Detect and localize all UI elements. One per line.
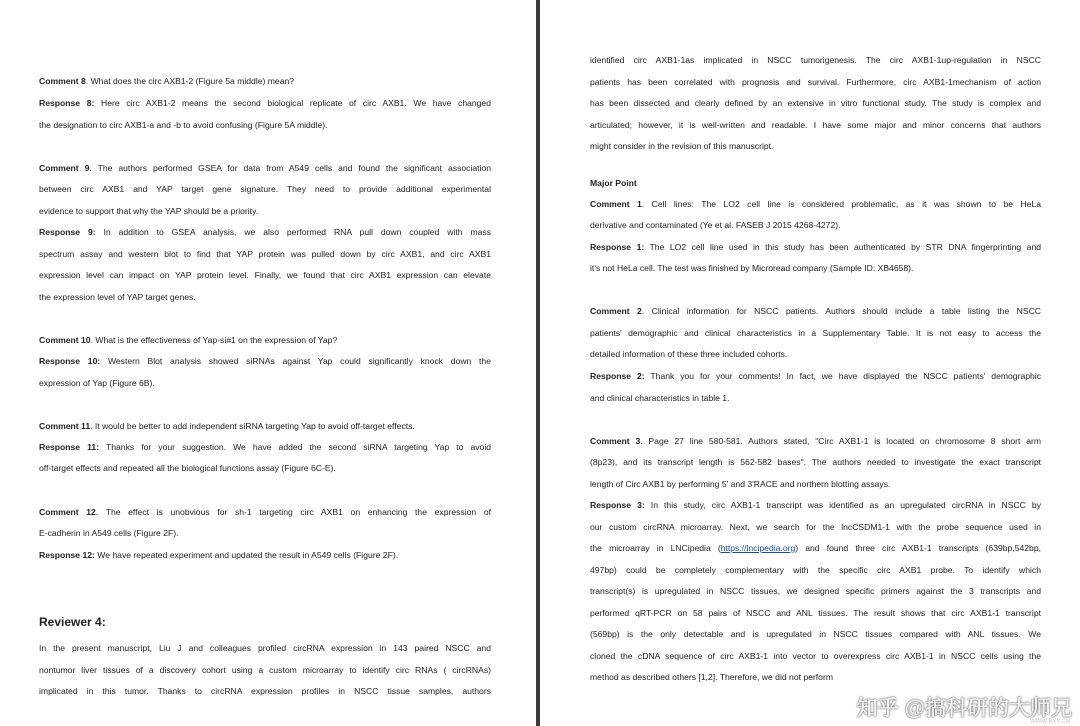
comment-9: Comment 9. The authors performed GSEA for data from A549 cells and found the significant association xyxy=(39,163,492,173)
text-line: implicated in this tumor. Thanks to circRNA expression profiles in NSCC tissue samples, authors xyxy=(39,686,491,696)
text-line: (8p23), and its transcript length is 562-582 bases". The authors needed to investigate the exact transcript xyxy=(590,457,1041,467)
text-line-with-link: the microarray in LNCipedia (https://lncipedia.org) and found three circ AXB1-1 transcripts (639bp,542bp, xyxy=(590,543,1041,553)
text-line: cloned the cDNA sequence of circ AXB1-1 into vector to overexpress circ AXB1-1 in NSCC cells using the xyxy=(590,651,1041,661)
text-line: method as described others [1,2]. Therefore, we did not perform xyxy=(590,672,833,682)
response-8: Response 8: Here circ AXB1-2 means the second biological replicate of circ AXB1. We have changed xyxy=(39,98,491,108)
response-3: Response 3: In this study, circ AXB1-1 transcript was identified as an upregulated circRNA in NSCC by xyxy=(590,500,1041,510)
comment-12: Comment 12. The effect is unobvious for sh-1 targeting circ AXB1 on enhancing the expression of xyxy=(39,507,491,517)
text-line: patients' demographic and clinical characteristics in a Supplementary Table. It is not easy to access the xyxy=(590,328,1041,338)
text-line: derivative and contaminated (Ye et al. FASEB J 2015 4268-4272). xyxy=(590,220,841,230)
left-page xyxy=(0,0,536,726)
text-line: our custom circRNA microarray. Next, we search for the lncCSDM1-1 with the probe sequence used in xyxy=(590,522,1041,532)
text-line: expression level can impact on YAP protein level. Finally, we found that circ AXB1 expression can elevate xyxy=(39,270,491,280)
response-10: Response 10: Western Blot analysis showed siRNAs against Yap could significantly knock down the xyxy=(39,356,491,366)
text-line: and clinical characteristics in table 1. xyxy=(590,393,730,403)
comment-10: Comment 10. What is the effectiveness of Yap-si#1 on the expression of Yap? xyxy=(39,335,338,345)
lncipedia-link[interactable]: https://lncipedia.org xyxy=(720,543,796,553)
text-line: between circ AXB1 and YAP target gene signature. They need to provide additional experimental xyxy=(39,184,491,194)
text-line: length of Circ AXB1 by performing 5' and 3'RACE and northern blotting assays. xyxy=(590,479,891,489)
text-line: 497bp) could be completely complementary with the specific circ AXB1 probe. To identify which xyxy=(590,565,1041,575)
text-line: articulated; however, it is well-written and readable. I have some major and minor concerns that authors xyxy=(590,120,1041,130)
text-line: has been dissected and clearly defined by an extensive in vitro functional study. The study is complex and xyxy=(590,98,1041,108)
text-line: performed qRT-PCR on 58 pairs of NSCC and ANL tissues. The result shows that circ AXB1-1 transcript xyxy=(590,608,1041,618)
text-line: it's not HeLa cell. The test was finished by Microread company (Sample ID: XB4658). xyxy=(590,263,914,273)
comment-2: Comment 2. Clinical information for NSCC patients. Authors should include a table listing the NSCC xyxy=(590,306,1042,316)
text-line: transcript(s) is upregulated in NSCC tissues, we designed specific primers against the 3 transcripts and xyxy=(590,586,1041,596)
text-line: evidence to support that why the YAP should be a priority. xyxy=(39,206,259,216)
text-line: expression of Yap (Figure 6B). xyxy=(39,378,155,388)
text-line: might consider in the revision of this manuscript. xyxy=(590,141,774,151)
reviewer-heading: Reviewer 4: xyxy=(39,615,106,629)
right-page xyxy=(540,0,1080,726)
text-line: In the present manuscript, Liu J and colleagues profiled circRNA expression in 143 paired NSCC and xyxy=(39,643,491,653)
watermark-url: WWW.BXY.CN xyxy=(1030,719,1070,725)
text-line: spectrum assay and western blot to find that YAP protein was pulled down by circ AXB1, and circ AXB1 xyxy=(39,249,491,259)
response-11: Response 11: Thanks for your suggestion. We have added the second siRNA targeting Yap to avoid xyxy=(39,442,492,452)
text-line: the expression level of YAP target genes. xyxy=(39,292,196,302)
text-line: nontumor liver tissues of a discovery cohort using a custom microarray to identify circ RNAs ( circRNAs) xyxy=(39,665,491,675)
text-line: the designation to circ AXB1-a and -b to avoid confusing (Figure 5A middle). xyxy=(39,120,328,130)
watermark: 知乎 @搞科研的大师兄 xyxy=(856,697,1072,720)
text-line: E-cadherin in A549 cells (Figure 2F). xyxy=(39,528,179,538)
response-2: Response 2: Thank you for your comments! In fact, we have displayed the NSCC patients' demographic xyxy=(590,371,1041,381)
text-line: identified circ AXB1-1as implicated in NSCC tumorigenesis. The circ AXB1-1up-regulation in NSCC xyxy=(590,55,1041,65)
text-line: patients has been correlated with prognosis and survival. Furthermore, circ AXB1-1mechanism of action xyxy=(590,77,1041,87)
response-1: Response 1: The LO2 cell line used in this study has been authenticated by STR DNA fingerprinting and xyxy=(590,242,1042,252)
text-line: off-target effects and repeated all the biological functions assay (Figure 6C-E). xyxy=(39,463,336,473)
major-point-heading: Major Point xyxy=(590,178,637,188)
text-line: (569bp) is the only detectable and is upregulated in NSCC tissues compared with ANL tissues. We xyxy=(590,629,1041,639)
response-12: Response 12: We have repeated experiment and updated the result in A549 cells (Figure 2F). xyxy=(39,550,399,560)
comment-3: Comment 3. Page 27 line 580-581. Authors stated, "Circ AXB1-1 is located on chromosome 8 short arm xyxy=(590,436,1042,446)
response-9: Response 9: In addition to GSEA analysis, we also performed RNA pull down coupled with mass xyxy=(39,227,491,237)
comment-1: Comment 1. Cell lines: The LO2 cell line is considered problematic, as it was shown to be HeLa xyxy=(590,199,1041,209)
text-line: detailed information of these three included cohorts. xyxy=(590,349,788,359)
comment-11: Comment 11. It would be better to add independent siRNA targeting Yap to avoid off-target effects. xyxy=(39,421,415,431)
comment-8: Comment 8. What does the circ AXB1-2 (Figure 5a middle) mean? xyxy=(39,76,295,86)
